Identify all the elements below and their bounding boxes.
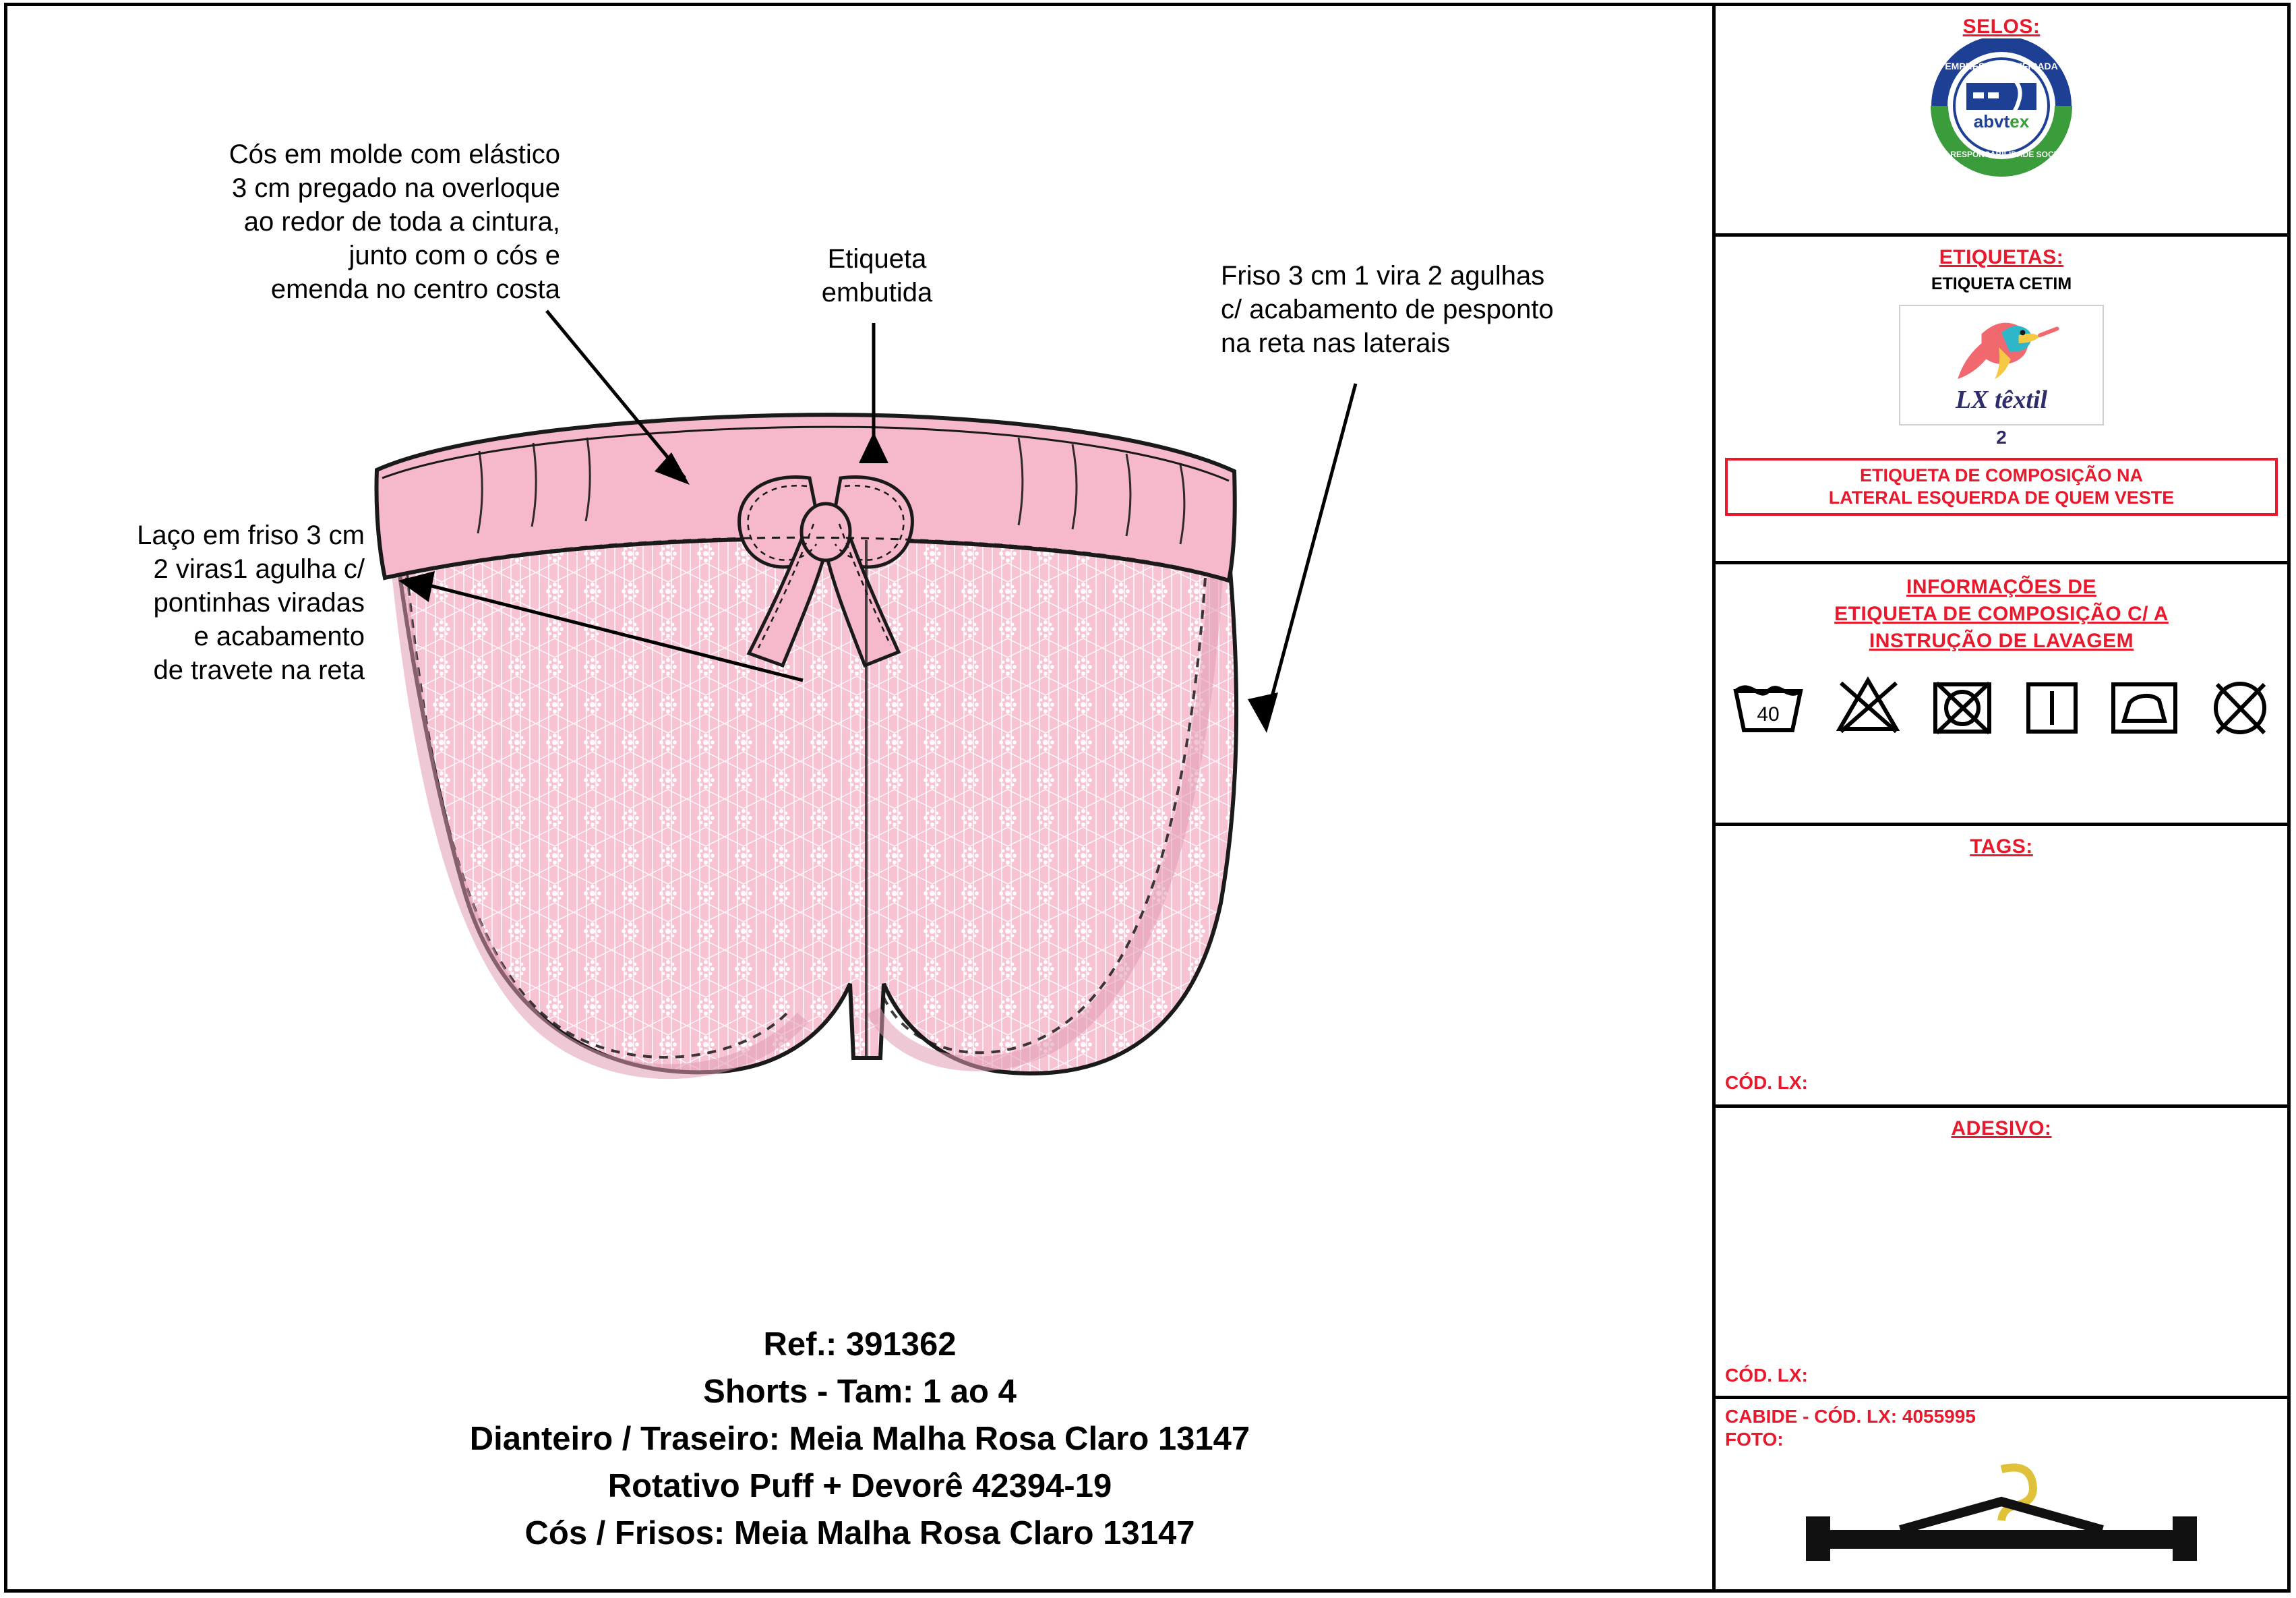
hummingbird-icon [1900,306,2103,386]
caption-print: Rotativo Puff + Devorê 42394-19 [607,1468,1112,1504]
lx-textil-number: 2 [1996,427,2007,448]
section-tags [1716,826,2287,1108]
leader-lines [405,311,1356,724]
caption-size: Shorts - Tam: 1 ao 4 [703,1373,1017,1410]
cabide-label: CABIDE - CÓD. LX: 4055995 [1725,1406,1976,1427]
etiquetas-title: ETIQUETAS: [1939,246,2064,268]
garment-caption [7,1321,1712,1557]
drawstring-bow [739,477,913,665]
annotation-bow: Laço em friso 3 cm 2 viras1 agulha c/ pontinhas viradas e acabamento de travete na reta [137,521,365,685]
selos-title: SELOS: [1962,16,2041,38]
no-tumble-dry-icon [1930,674,1995,736]
iron-icon [2109,674,2179,736]
caption-waist-trim: Cós / Frisos: Meia Malha Rosa Claro 13147 [524,1515,1195,1551]
spec-sidebar [1716,6,2287,1589]
section-informacoes [1716,564,2287,826]
svg-text:EM RESPONSABILIDADE SOCIAL: EM RESPONSABILIDADE SOCIAL [1935,150,2067,159]
arrow-heads [398,432,1278,733]
lx-textil-label-card [1899,305,2104,425]
annotation-waistband: Cós em molde com elástico 3 cm pregado na overloque ao redor de toda a cintura, junto com o cós e emenda no centro costa [229,140,560,304]
svg-text:abvtex: abvtex [1973,111,2030,131]
adesivo-title: ADESIVO: [1951,1117,2052,1140]
wash-40-icon [1730,674,1806,736]
svg-text:EMPRESA CERTIFICADA: EMPRESA CERTIFICADA [1945,61,2058,71]
svg-text:40: 40 [1757,703,1780,726]
wash-care-symbols [1716,674,2287,736]
section-cabide [1716,1399,2287,1589]
annotation-label: Etiqueta embutida [821,244,933,307]
tags-cod-lx-label: CÓD. LX: [1725,1072,1808,1093]
lx-textil-brand: LX têxtil [1955,386,2048,414]
shorts-body [377,415,1237,1073]
section-adesivo [1716,1108,2287,1399]
line-dry-icon [2023,674,2081,736]
caption-front-back: Dianteiro / Traseiro: Meia Malha Rosa Claro 13147 [469,1421,1250,1457]
adesivo-cod-lx-label: CÓD. LX: [1725,1365,1808,1386]
etiqueta-cetim-label: ETIQUETA CETIM [1931,274,2072,293]
no-dry-clean-icon [2208,674,2272,736]
info-title: INFORMAÇÕES DE ETIQUETA DE COMPOSIÇÃO C/ A INSTRUÇÃO DE LAVAGEM [1834,576,2169,652]
caption-ref: Ref.: 391362 [763,1326,957,1363]
garment-drawing-panel [7,6,1712,1589]
abvtex-seal [1900,38,2103,180]
section-etiquetas [1716,237,2287,564]
no-bleach-icon [1834,674,1902,736]
hanger-icon [1765,1454,2237,1569]
tags-title: TAGS: [1970,835,2033,858]
annotation-trim: Friso 3 cm 1 vira 2 agulhas c/ acabamento de pesponto na reta nas laterais [1221,261,1554,358]
composition-note: ETIQUETA DE COMPOSIÇÃO NA LATERAL ESQUERDA DE QUEM VESTE [1725,458,2278,516]
section-selos [1716,6,2287,237]
foto-label: FOTO: [1725,1429,1784,1450]
